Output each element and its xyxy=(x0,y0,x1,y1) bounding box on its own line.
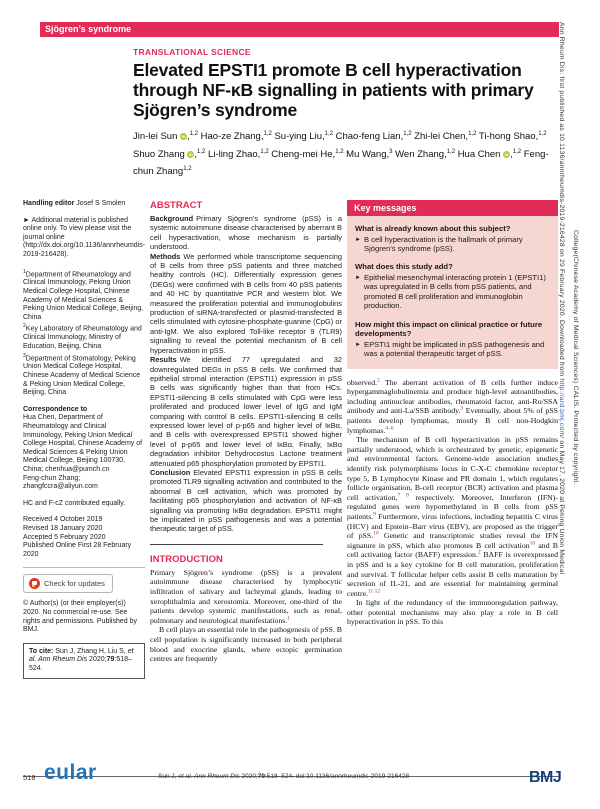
key-messages-box xyxy=(347,200,558,369)
abstract-results: Results We identified 77 upregulated and 32 downregulated DEGs in pSS B cells. We confirmed that epithelial stromal interaction (EPSTI1) expression in pSS B cells was significantly higher than that from HCs. EPSTI1-silencing B cells stimulated with CpG were less proliferated and produced lower level of IgG and IgM comparing with control B cells. EPSTI1-silencing B cells expressed lower level of p-p65 and higher level of IκBα, and B cells with overexpressed EPSTI1 showed higher level of p-p65 and lower level of IκBα. Finally, IκBα degradation inhibitor Dehydrocostus Lactone treatment attenuated p65 phosphorylation promoted by EPSTI1. xyxy=(150,355,342,468)
reference-superscript: 7 8 xyxy=(397,492,409,499)
to-cite-text: Sun J, Zhang H, Liu S, et al. Ann Rheum Dis 2020;79:518–524. xyxy=(29,647,134,672)
author: Cheng-mei He,$^{1,2}$ xyxy=(271,148,344,160)
reference-superscript: 9 xyxy=(373,511,376,518)
author: Shuo Zhang iD ,$^{1,2}$ xyxy=(133,148,206,160)
text-line: Hua Chen, Department of Rheumatology and Clinical Immunology, Peking Union Medical College Hospital, Chinese Academy of Medical Sciences & Peking Union Medical College, Beijing 100730, China; chenhua@pumch.cn xyxy=(23,414,143,474)
key-message-section xyxy=(355,262,550,310)
text-line: Published Online First 28 February 2020 xyxy=(23,542,132,558)
abstract-column xyxy=(150,200,342,664)
key-message-question: How might this impact on clinical practice or future developments? xyxy=(355,319,543,339)
affiliation: $^1$Department of Rheumatology and Clinical Immunology, Peking Union Medical College Hospital, Chinese Academy of Medical Sciences & Peking Union Medical College, Beijing, China xyxy=(23,268,144,321)
author: Su-ying Liu,$^{1,2}$ xyxy=(274,131,333,143)
handling-editor-label: Handling editor xyxy=(23,200,75,207)
left-sidebar xyxy=(23,200,145,679)
key-message-bullet: ► EPSTI1 might be implicated in pSS pathogenesis and was a potential therapeutic target of pSS. xyxy=(355,339,545,359)
text-line: Accepted 5 February 2020 xyxy=(23,533,106,541)
section-divider xyxy=(150,544,323,545)
to-cite-label: To cite: xyxy=(29,647,54,655)
eular-logo: eular xyxy=(44,761,97,784)
correspondence xyxy=(23,406,145,492)
abstract-body xyxy=(150,214,342,534)
key-message-bullet: ► B cell hyperactivation is the hallmark of primary Sjögren’s syndrome (pSS). xyxy=(355,234,523,253)
article-title: Elevated EPSTI1 promote B cell hyperactivation through NF-κB signalling in patients with primary Sjögren’s syndrome xyxy=(133,60,534,120)
abstract-heading: ABSTRACT xyxy=(150,200,203,211)
orcid-icon[interactable]: iD xyxy=(188,151,193,157)
body-paragraph: B cell plays an essential role in the pathogenesis of pSS. B cell population is significantly increased in both peripheral blood and exocrine glands, where ectopic germination centres are frequently xyxy=(150,625,342,664)
authors-line xyxy=(133,127,563,180)
to-cite-box xyxy=(23,643,145,679)
author: Zhi-lei Chen,$^{1,2}$ xyxy=(414,131,477,143)
inline-link[interactable]: http://ard.bmj.com/ xyxy=(558,378,565,439)
key-messages-body xyxy=(347,216,558,369)
triangle-bullet-icon: ► xyxy=(355,236,361,243)
footer-citation: Sun J, et al. Ann Rheum Dis 2020;79:518–524. doi:10.1136/annrheumdis-2019-216428 xyxy=(158,773,410,780)
page-number: 518 xyxy=(23,773,36,782)
introduction-heading: INTRODUCTION xyxy=(150,553,223,565)
reference-superscript: 2 xyxy=(477,549,481,556)
author: Hua Chen iD ,$^{1,2}$ xyxy=(457,148,522,160)
right-column-body xyxy=(347,378,558,627)
handling-editor-name: Josef S Smolen xyxy=(76,200,126,207)
abstract-methods: Methods We performed whole transcriptome sequencing of B cells from three pSS patients and three matched healthy controls (HC). Differentially expression genes (DEGs) were confirmed with B cells from 40 pSS patients and 40 HC by quantitative PCR and western blot. We measured the proliferation potential and immunoglobulins production of siRNA-transfected or plasmid-transfected B cells stimulated with cytosine-phosphate-guanine (CpG) or anti-IgM. We also explored Toll-like receptor 9 (TLR9) signalling to reveal the potential mechanism of B cell hyperactivation in pSS. xyxy=(150,251,342,355)
vertical-copyright-line1: Ann Rheum Dis: first published as 10.1136/annrheumdis-2019-216428 on 29 February 2020. Downloaded from http://ard.bmj.com/ on May 17, 2020 at Peking Union Medical xyxy=(558,22,565,575)
key-message-section xyxy=(355,320,550,359)
body-paragraph: observed.$^2$ The aberrant activation of B cells further induce hypergammaglobulinemia and produce high-level autoantibodies, including antinuclear antibodies, rheumatoid factor, anti-Ro/SSA antibody and anti-La/SSB antibody.$^3$ Eventually, about 5% of pSS patients develop lymphomas, mostly B cell non-Hodgkin lymphomas.$^{4-6}$ xyxy=(347,377,558,435)
author: Li-ling Zhao,$^{1,2}$ xyxy=(208,148,269,160)
correspondence-label: Correspondence to xyxy=(23,405,88,413)
reference-superscript: 11 12 xyxy=(368,588,381,595)
copyright-note: © Author(s) (or their employer(s)) 2020. No commercial re-use. See rights and permissions. Published by BMJ. xyxy=(23,600,138,634)
article-dates xyxy=(23,516,145,559)
check-for-updates-badge[interactable] xyxy=(23,574,113,593)
key-messages-heading: Key messages xyxy=(347,200,558,216)
affiliation: $^2$Key Laboratory of Rheumatology and Clinical Immunology, Ministry of Education, Beijing, China xyxy=(23,323,142,350)
triangle-bullet-icon: ► xyxy=(355,341,361,348)
reference-superscript: 4–6 xyxy=(385,425,394,431)
reference-superscript: 2 xyxy=(377,377,380,384)
reference-superscript: 3 xyxy=(460,405,464,412)
triangle-bullet-icon: ► xyxy=(355,275,361,281)
text-line: Received 4 October 2019 xyxy=(23,516,103,524)
key-message-bullet: ► Epithelial mesenchymal interacting protein 1 (EPSTI1) was upregulated in B cells from pSS patients, and promoted B cell proliferation and immunoglobin production. xyxy=(355,273,546,311)
reference-superscript: 10 xyxy=(373,530,379,537)
orcid-icon[interactable]: iD xyxy=(504,151,509,157)
author: Ti-hong Shao,$^{1,2}$ xyxy=(478,131,547,143)
abstract-conclusion: Conclusion Elevated EPSTI1 expression in pSS B cells promoted TLR9 signalling activation and contributed to the abnormal B cell activation, which was promoted by facilitating p65 phosphorylation and activation of NF-κB signalling via promoting IκBα degradation. EPSTI1 might be implicated in pSS pathogenesis and was a potential therapeutic target of pSS. xyxy=(150,467,342,534)
reference-superscript: 10 xyxy=(529,540,536,547)
abstract-background: Background Primary Sjögren’s syndrome (pSS) is a systemic autoimmune disease characterised by aberrant B cell hyperactivation, whose mechanism is partially understood. xyxy=(150,214,342,252)
author: Hao-ze Zhang,$^{1,2}$ xyxy=(200,131,272,143)
author: Mu Wang,$^3$ xyxy=(346,148,393,160)
text-line: Feng-chun Zhang; zhangfccra@aliyun.com xyxy=(23,474,98,491)
text-line: Revised 18 January 2020 xyxy=(23,524,103,532)
affiliation: $^3$Department of Stomatology, Peking Union Medical College Hospital, Chinese Academy of Medical Science & Peking Union Medical College, Beijing, China xyxy=(23,352,141,397)
sidebar-divider xyxy=(23,567,145,568)
author: Wen Zhang,$^{1,2}$ xyxy=(395,148,456,160)
check-for-updates-label: Check for updates xyxy=(44,578,105,588)
author: Chao-feng Lian,$^{1,2}$ xyxy=(335,131,412,143)
equal-contribution-note: HC and F-cZ contributed equally. xyxy=(23,499,126,507)
additional-material-note[interactable]: ► Additional material is published online only. To view please visit the journal online (http://dx.doi.org/10.1136/annrheumdis-2019-216428). xyxy=(23,216,146,258)
body-paragraph: Primary Sjögren’s syndrome (pSS) is a prevalent autoimmune disease characterised by lymphocytic infiltration of salivary and lachrymal glands, leading to xerophthalmia and xerostomia. Moreover, one-third of the patients develop systemic manifestations, such as renal, pulmonary and neurological manifestations.$^1$ xyxy=(150,567,342,625)
category-band: Sjögren’s syndrome xyxy=(40,22,559,37)
correspondence-body xyxy=(23,414,145,491)
reference-superscript: 1 xyxy=(287,615,291,622)
affiliations xyxy=(23,268,145,398)
handling-editor xyxy=(23,200,145,209)
introduction-body xyxy=(150,568,342,664)
body-paragraph: In light of the redundancy of the immunoregulation pathway, other potential mechanisms may also play a role in B cell hyperactivation in pSS. To this xyxy=(347,598,558,627)
author: Feng-chun Zhang$^{1,2}$ xyxy=(133,148,549,178)
vertical-copyright-line2: College(Chinese Academy of Medical Sciences) CALIS. Protected by copyright. xyxy=(572,230,579,485)
key-message-question: What does this study add? xyxy=(355,262,453,272)
crossmark-icon xyxy=(29,578,40,589)
bmj-logo: BMJ xyxy=(529,769,562,786)
orcid-icon[interactable]: iD xyxy=(181,134,186,140)
key-message-section xyxy=(355,224,550,253)
author: Jin-lei Sun iD ,$^{1,2}$ xyxy=(133,131,198,143)
key-message-question: What is already known about this subject? xyxy=(355,224,511,233)
article-type: TRANSLATIONAL SCIENCE xyxy=(133,47,251,57)
body-paragraph: The mechanism of B cell hyperactivation in pSS remains partially understood, which is orchestrated by genetic, epigenetic and environmental factors. Genome-wide association studies identify risk polymorphisms locus in C-X-C chemokine receptor type 5, B Lymphocyte Kinase and PR domain 1, which regulates follicle organisation, B-cell receptor (BCR) activation and plasma cell activation,$^{7 8}$ respectively. Moreover, Interferon (IFN)-regulated genes were hypomethylated in B cells from pSS patients.$^9$ Furthermore, virus infections, including hepatitis C virus (HCV) and Epstein–Barr virus (EBV), are proposed as the trigger of pSS.$^{10}$ Genetic and transcriptomic studies reveal the IFN signature in pSS, which also promotes B cell activation$^{10}$ and B cell activating factor (BAFF) expression.$^2$ BAFF is overexpressed in pSS and is a key cytokine for B cell maturation, proliferation and survival. T follicular helper cells assist B cells maturation by secretion of IL-21, and are essential for maintaining germinal centre.$^{11 12}$ xyxy=(347,435,559,598)
right-column xyxy=(347,200,558,627)
